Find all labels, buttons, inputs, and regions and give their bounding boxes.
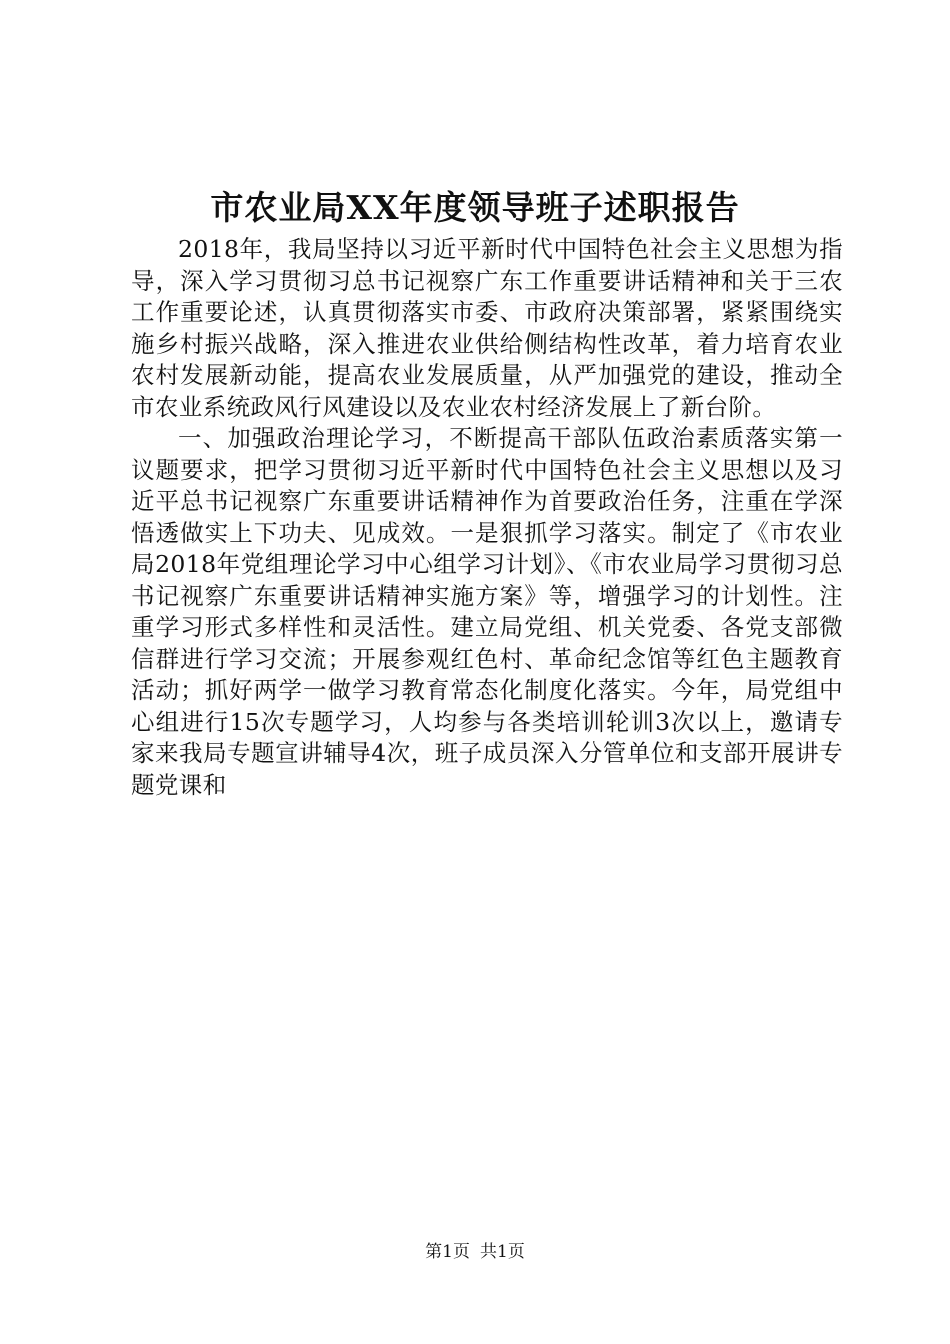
page-footer (0, 1240, 950, 1264)
page-number-current: 第1页 (425, 1242, 470, 1262)
page-number-total: 共1页 (480, 1242, 525, 1262)
document-body (131, 234, 843, 801)
paragraph-intro: 2018年，我局坚持以习近平新时代中国特色社会主义思想为指导，深入学习贯彻习总书记视察广东工作重要讲话精神和关于三农工作重要论述，认真贯彻落实市委、市政府决策部署，紧紧围绕实施乡村振兴战略，深入推进农业供给侧结构性改革，着力培育农业农村发展新动能，提高农业发展质量，从严加强党的建设，推动全市农业系统政风行风建设以及农业农村经济发展上了新台阶。 (131, 235, 843, 421)
paragraph-section-one: 一、加强政治理论学习，不断提高干部队伍政治素质落实第一议题要求，把学习贯彻习近平新时代中国特色社会主义思想以及习近平总书记视察广东重要讲话精神作为首要政治任务，注重在学深悟透做实上下功夫、见成效。一是狠抓学习落实。制定了《市农业局2018年党组理论学习中心组学习计划》、《市农业局学习贯彻习总书记视察广东重要讲话精神实施方案》等，增强学习的计划性。注重学习形式多样性和灵活性。建立局党组、机关党委、各党支部微信群进行学习交流；开展参观红色村、革命纪念馆等红色主题教育活动；抓好两学一做学习教育常态化制度化落实。今年，局党组中心组进行15次专题学习，人均参与各类培训轮训3次以上，邀请专家来我局专题宣讲辅导4次，班子成员深入分管单位和支部开展讲专题党课和 (131, 424, 843, 799)
document-title: 市农业局XX年度领导班子述职报告 (210, 188, 740, 227)
